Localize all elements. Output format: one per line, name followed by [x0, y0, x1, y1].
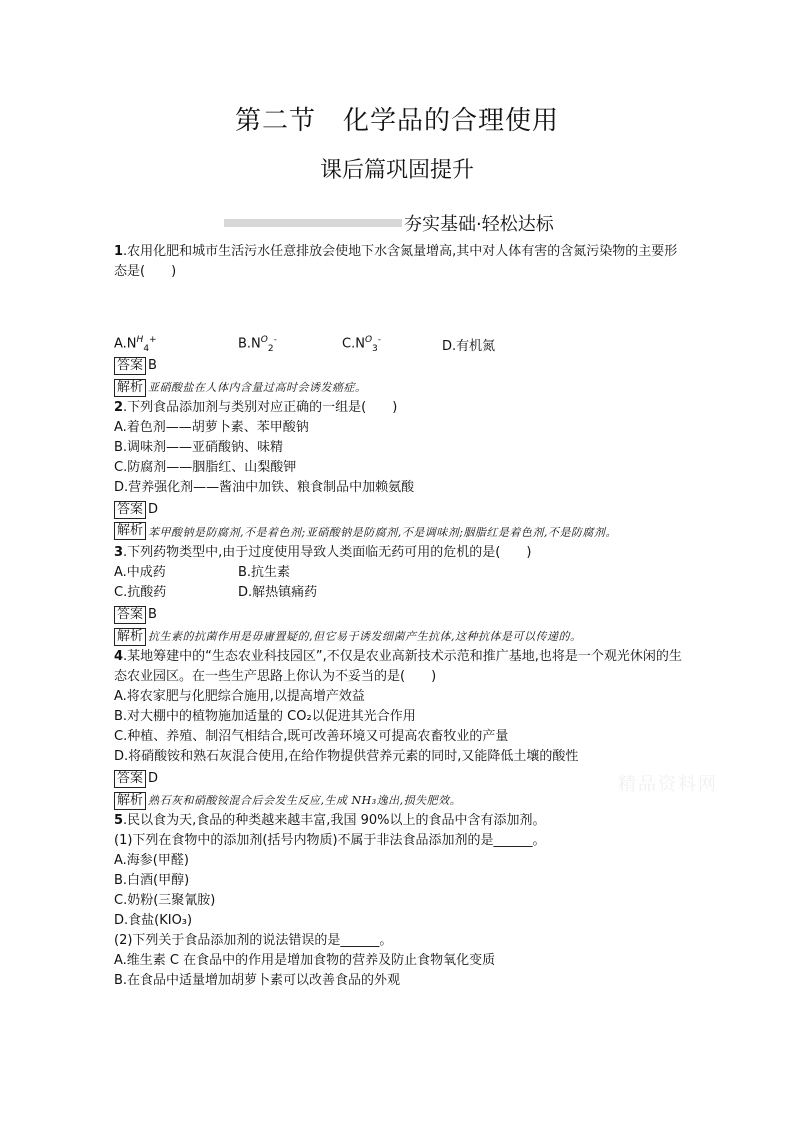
answer-label: 答案 [114, 501, 146, 519]
analysis-text: 抗生素的抗菌作用是毋庸置疑的,但它易于诱发细菌产生抗体,这种抗体是可以传递的。 [148, 630, 582, 643]
answer-label: 答案 [114, 606, 146, 624]
page-title: 第二节 化学品的合理使用 [234, 106, 559, 136]
answer-value: B [148, 358, 157, 373]
answer-row [114, 769, 684, 789]
analysis-label: 解析 [114, 522, 146, 540]
question-text: .下列食品添加剂与类别对应正确的一组是( ) [123, 400, 398, 415]
option-b: B.抗生素 [238, 565, 291, 580]
analysis-text: 亚硝酸盐在人体内含量过高时会诱发癌症。 [148, 381, 367, 394]
option-b: B.对大棚中的植物施加适量的 CO₂以促进其光合作用 [114, 709, 416, 724]
analysis-row [114, 522, 684, 543]
question-text: .民以食为天,食品的种类越来越丰富,我国 90%以上的食品中含有添加剂。 [123, 813, 546, 828]
option-d: D.有机氮 [442, 339, 496, 354]
question-2 [114, 398, 684, 418]
answer-value: B [148, 607, 157, 622]
option-a: A.海参(甲醛) [114, 853, 189, 868]
analysis-label: 解析 [114, 792, 146, 810]
question-4 [114, 647, 684, 687]
question-1-options [114, 318, 684, 354]
answer-label: 答案 [114, 770, 146, 788]
option-b: B.白酒(甲醇) [114, 873, 190, 888]
option-c: C.防腐剂——胭脂红、山梨酸钾 [114, 460, 297, 475]
question-text: .下列药物类型中,由于过度使用导致人类面临无药可用的危机的是( ) [123, 545, 532, 560]
option-c: C.种植、养殖、制沼气相结合,既可改善环境又可提高农畜牧业的产量 [114, 729, 509, 744]
question-number: 4 [114, 649, 124, 664]
question-text: .农用化肥和城市生活污水任意排放会使地下水含氮量增高,其中对人体有害的含氮污染物的主要形态是( ) [114, 244, 678, 279]
option-c: C.抗酸药 [114, 585, 167, 600]
question-3 [114, 543, 684, 563]
answer-value: D [148, 771, 159, 786]
section-bar [224, 219, 402, 227]
answer-row [114, 605, 684, 625]
option-a: A.中成药 [114, 565, 166, 580]
analysis-text: 苯甲酸钠是防腐剂,不是着色剂;亚硝酸钠是防腐剂,不是调味剂;胭脂红是着色剂,不是防腐剂。 [148, 526, 617, 539]
option-c: C.奶粉(三聚氰胺) [114, 893, 216, 908]
question-text: .某地筹建中的“生态农业科技园区”,不仅是农业高新技术示范和推广基地,也将是一个观光休闲的生态农业园区。在一些生产思路上你认为不妥当的是( ) [114, 649, 682, 684]
option-d: D.营养强化剂——酱油中加铁、粮食制品中加赖氨酸 [114, 480, 415, 495]
option-a: A.着色剂——胡萝卜素、苯甲酸钠 [114, 420, 309, 435]
option-a: $A.N^H_4^+$ [114, 335, 157, 354]
sub-question-2: (2)下列关于食品添加剂的说法错误的是______。 [114, 933, 393, 948]
option-a: A.维生素 C 在食品中的作用是增加食物的营养及防止食物氧化变质 [114, 953, 496, 968]
answer-row [114, 500, 684, 520]
option-b: $B.N^O_2^-$ [238, 335, 277, 354]
answer-row [114, 356, 684, 376]
question-number: 5 [114, 813, 124, 828]
question-number: 3 [114, 545, 124, 560]
question-5 [114, 811, 684, 831]
option-a: A.将农家肥与化肥综合施用,以提高增产效益 [114, 689, 365, 704]
analysis-label: 解析 [114, 628, 146, 646]
option-b: B.在食品中适量增加胡萝卜素可以改善食品的外观 [114, 973, 401, 988]
option-b: B.调味剂——亚硝酸钠、味精 [114, 440, 284, 455]
sub-question-1: (1)下列在食物中的添加剂(括号内物质)不属于非法食品添加剂的是______。 [114, 833, 546, 848]
option-d: D.食盐(KIO₃) [114, 913, 193, 928]
question-number: 1 [114, 244, 124, 259]
question-1 [114, 242, 684, 282]
answer-value: D [148, 502, 159, 517]
analysis-row [114, 378, 684, 398]
option-d: D.将硝酸铵和熟石灰混合使用,在给作物提供营养元素的同时,又能降低土壤的酸性 [114, 749, 579, 764]
watermark: 精品资料网 [618, 774, 718, 795]
option-c: $C.N^O_3^-$ [342, 335, 382, 354]
page-subtitle: 课后篇巩固提升 [319, 158, 474, 183]
options-row [114, 563, 684, 583]
question-list [114, 242, 684, 991]
section-title: 夯实基础·轻松达标 [404, 214, 554, 235]
option-d: D.解热镇痛药 [238, 585, 318, 600]
analysis-label: 解析 [114, 379, 146, 397]
answer-label: 答案 [114, 357, 146, 375]
question-number: 2 [114, 400, 124, 415]
analysis-text: 熟石灰和硝酸铵混合后会发生反应,生成 NH₃逸出,损失肥效。 [148, 794, 462, 807]
analysis-row [114, 627, 684, 647]
analysis-row [114, 791, 684, 811]
options-row [114, 583, 684, 603]
